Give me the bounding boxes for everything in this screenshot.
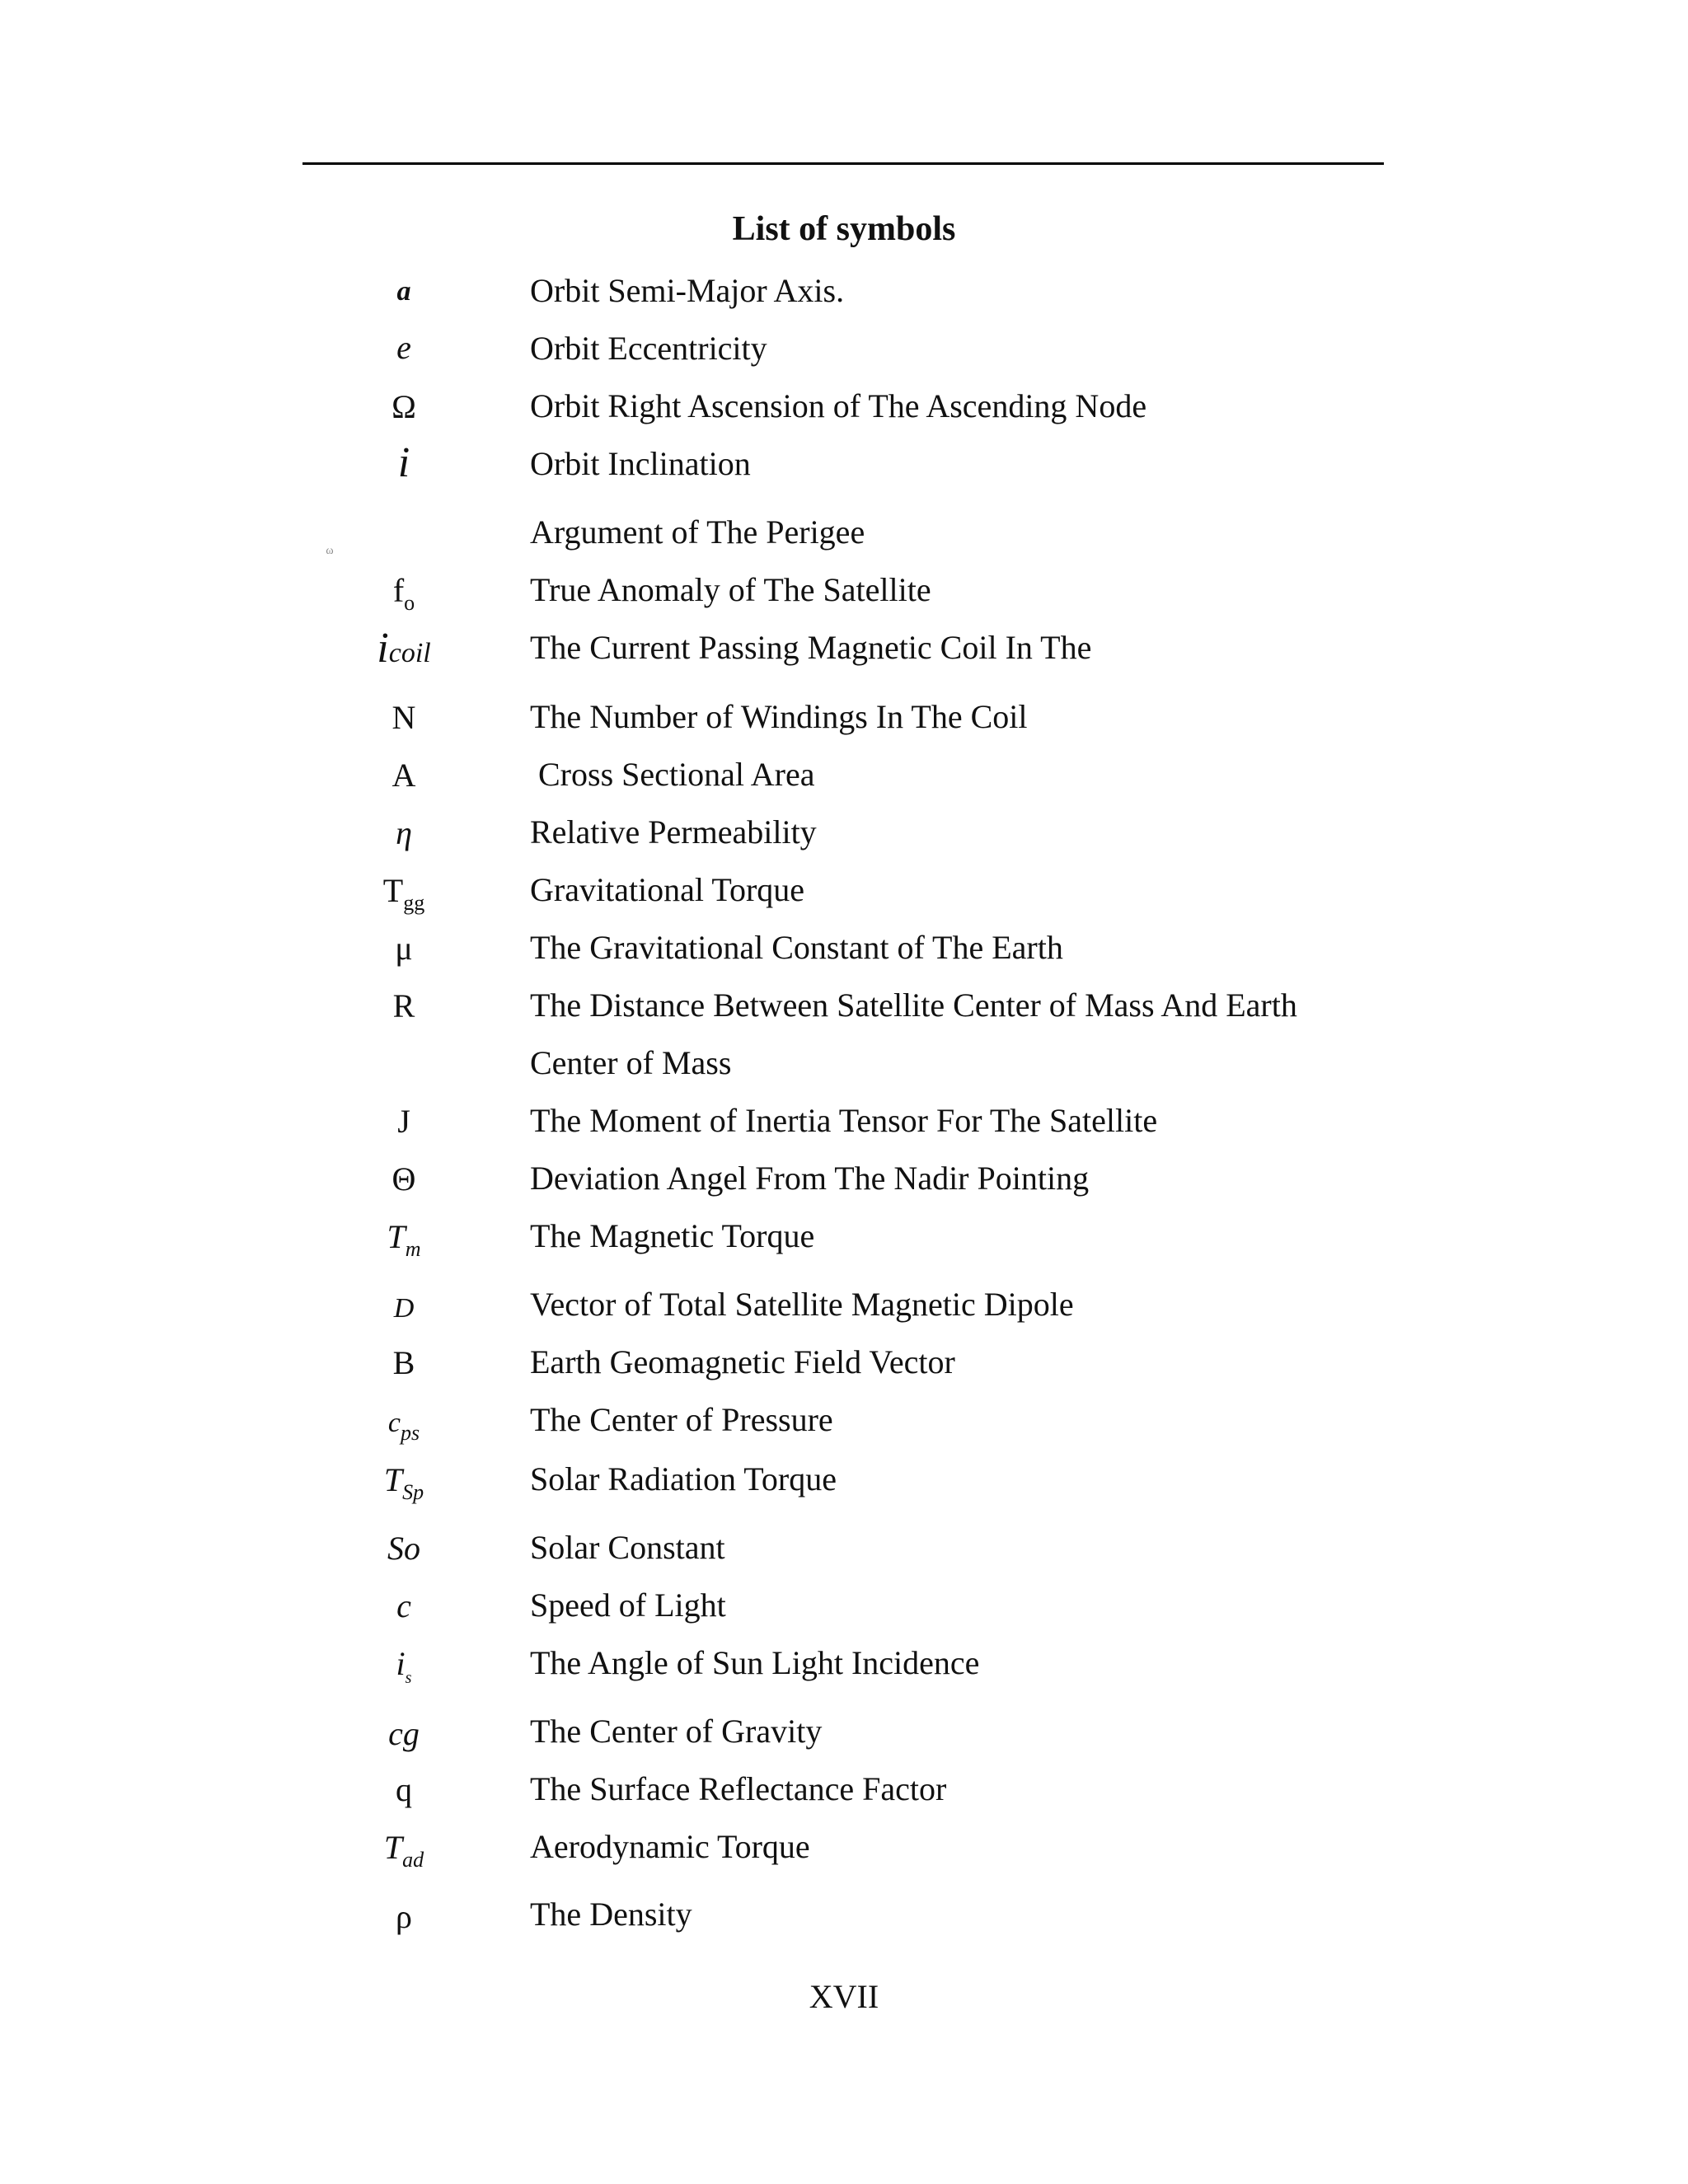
- page-title: List of symbols: [732, 210, 956, 248]
- symbol-description: Solar Radiation Torque: [530, 1460, 837, 1497]
- symbol: ρ: [396, 1898, 412, 1935]
- symbol: $T_m$: [387, 1218, 421, 1261]
- symbol: c: [396, 1587, 411, 1624]
- symbol-description: Gravitational Torque: [530, 871, 805, 908]
- symbol: $T_{Sp}$: [383, 1461, 424, 1504]
- symbol: J: [397, 1103, 410, 1140]
- symbol: A: [392, 757, 416, 794]
- symbol: B: [392, 1344, 415, 1381]
- symbol-description: Solar Constant: [530, 1529, 725, 1566]
- symbol-description: Cross Sectional Area: [530, 756, 815, 793]
- symbol: ω: [326, 545, 334, 557]
- symbol-description: The Gravitational Constant of The Earth: [530, 929, 1063, 966]
- page-number: XVII: [809, 1978, 879, 2015]
- symbol-description: The Center of Gravity: [530, 1713, 823, 1750]
- symbol: $f_o$: [392, 572, 415, 615]
- symbol-description: The Magnetic Torque: [530, 1217, 815, 1254]
- symbol: η: [396, 814, 412, 851]
- symbol-description: Orbit Eccentricity: [530, 330, 767, 367]
- symbol: icoil: [377, 625, 431, 672]
- symbol-description: The Moment of Inertia Tensor For The Satellite: [530, 1102, 1158, 1139]
- symbol: Θ: [392, 1160, 416, 1197]
- symbol: N: [392, 699, 416, 736]
- symbol-description: The Density: [530, 1896, 692, 1933]
- symbol: μ: [395, 930, 413, 967]
- symbol: e: [396, 329, 411, 366]
- symbol: q: [396, 1771, 412, 1808]
- symbol-description: Speed of Light: [530, 1586, 726, 1624]
- symbol-description: The Current Passing Magnetic Coil In The: [530, 629, 1092, 666]
- symbol-description: The Center of Pressure: [530, 1401, 833, 1438]
- symbol-description: Aerodynamic Torque: [530, 1828, 810, 1865]
- symbol-description: The Angle of Sun Light Incidence: [530, 1644, 980, 1681]
- symbol-description: Orbit Inclination: [530, 445, 751, 482]
- symbol: $T_{gg}$: [382, 872, 425, 915]
- symbol-description-line2: Center of Mass: [530, 1044, 732, 1081]
- symbol: Ω: [392, 388, 416, 425]
- header-rule: [302, 162, 1384, 165]
- symbol: D: [393, 1293, 415, 1324]
- symbol: a: [396, 276, 411, 307]
- symbol-description: The Distance Between Satellite Center of Mass And Earth: [530, 987, 1297, 1024]
- symbol-description: Deviation Angel From The Nadir Pointing: [530, 1160, 1090, 1197]
- symbol: cg: [388, 1715, 420, 1752]
- symbol: $c_{ps}$: [387, 1408, 420, 1445]
- symbol-description: Orbit Right Ascension of The Ascending Node: [530, 387, 1147, 424]
- symbol: R: [392, 987, 415, 1024]
- symbol: So: [387, 1530, 420, 1567]
- symbol: $T_{ad}$: [383, 1829, 424, 1872]
- symbol-description: Earth Geomagnetic Field Vector: [530, 1343, 955, 1380]
- symbol: $i_s$: [396, 1645, 412, 1687]
- symbol-description: The Number of Windings In The Coil: [530, 698, 1028, 735]
- symbol-description: The Surface Reflectance Factor: [530, 1770, 947, 1807]
- symbol-description: True Anomaly of The Satellite: [530, 571, 931, 608]
- symbol-description: Argument of The Perigee: [530, 513, 865, 551]
- symbol-description: Relative Permeability: [530, 813, 817, 851]
- symbol-description: Orbit Semi-Major Axis.: [530, 272, 845, 309]
- symbol-description: Vector of Total Satellite Magnetic Dipole: [530, 1286, 1074, 1323]
- symbol: i: [397, 439, 410, 486]
